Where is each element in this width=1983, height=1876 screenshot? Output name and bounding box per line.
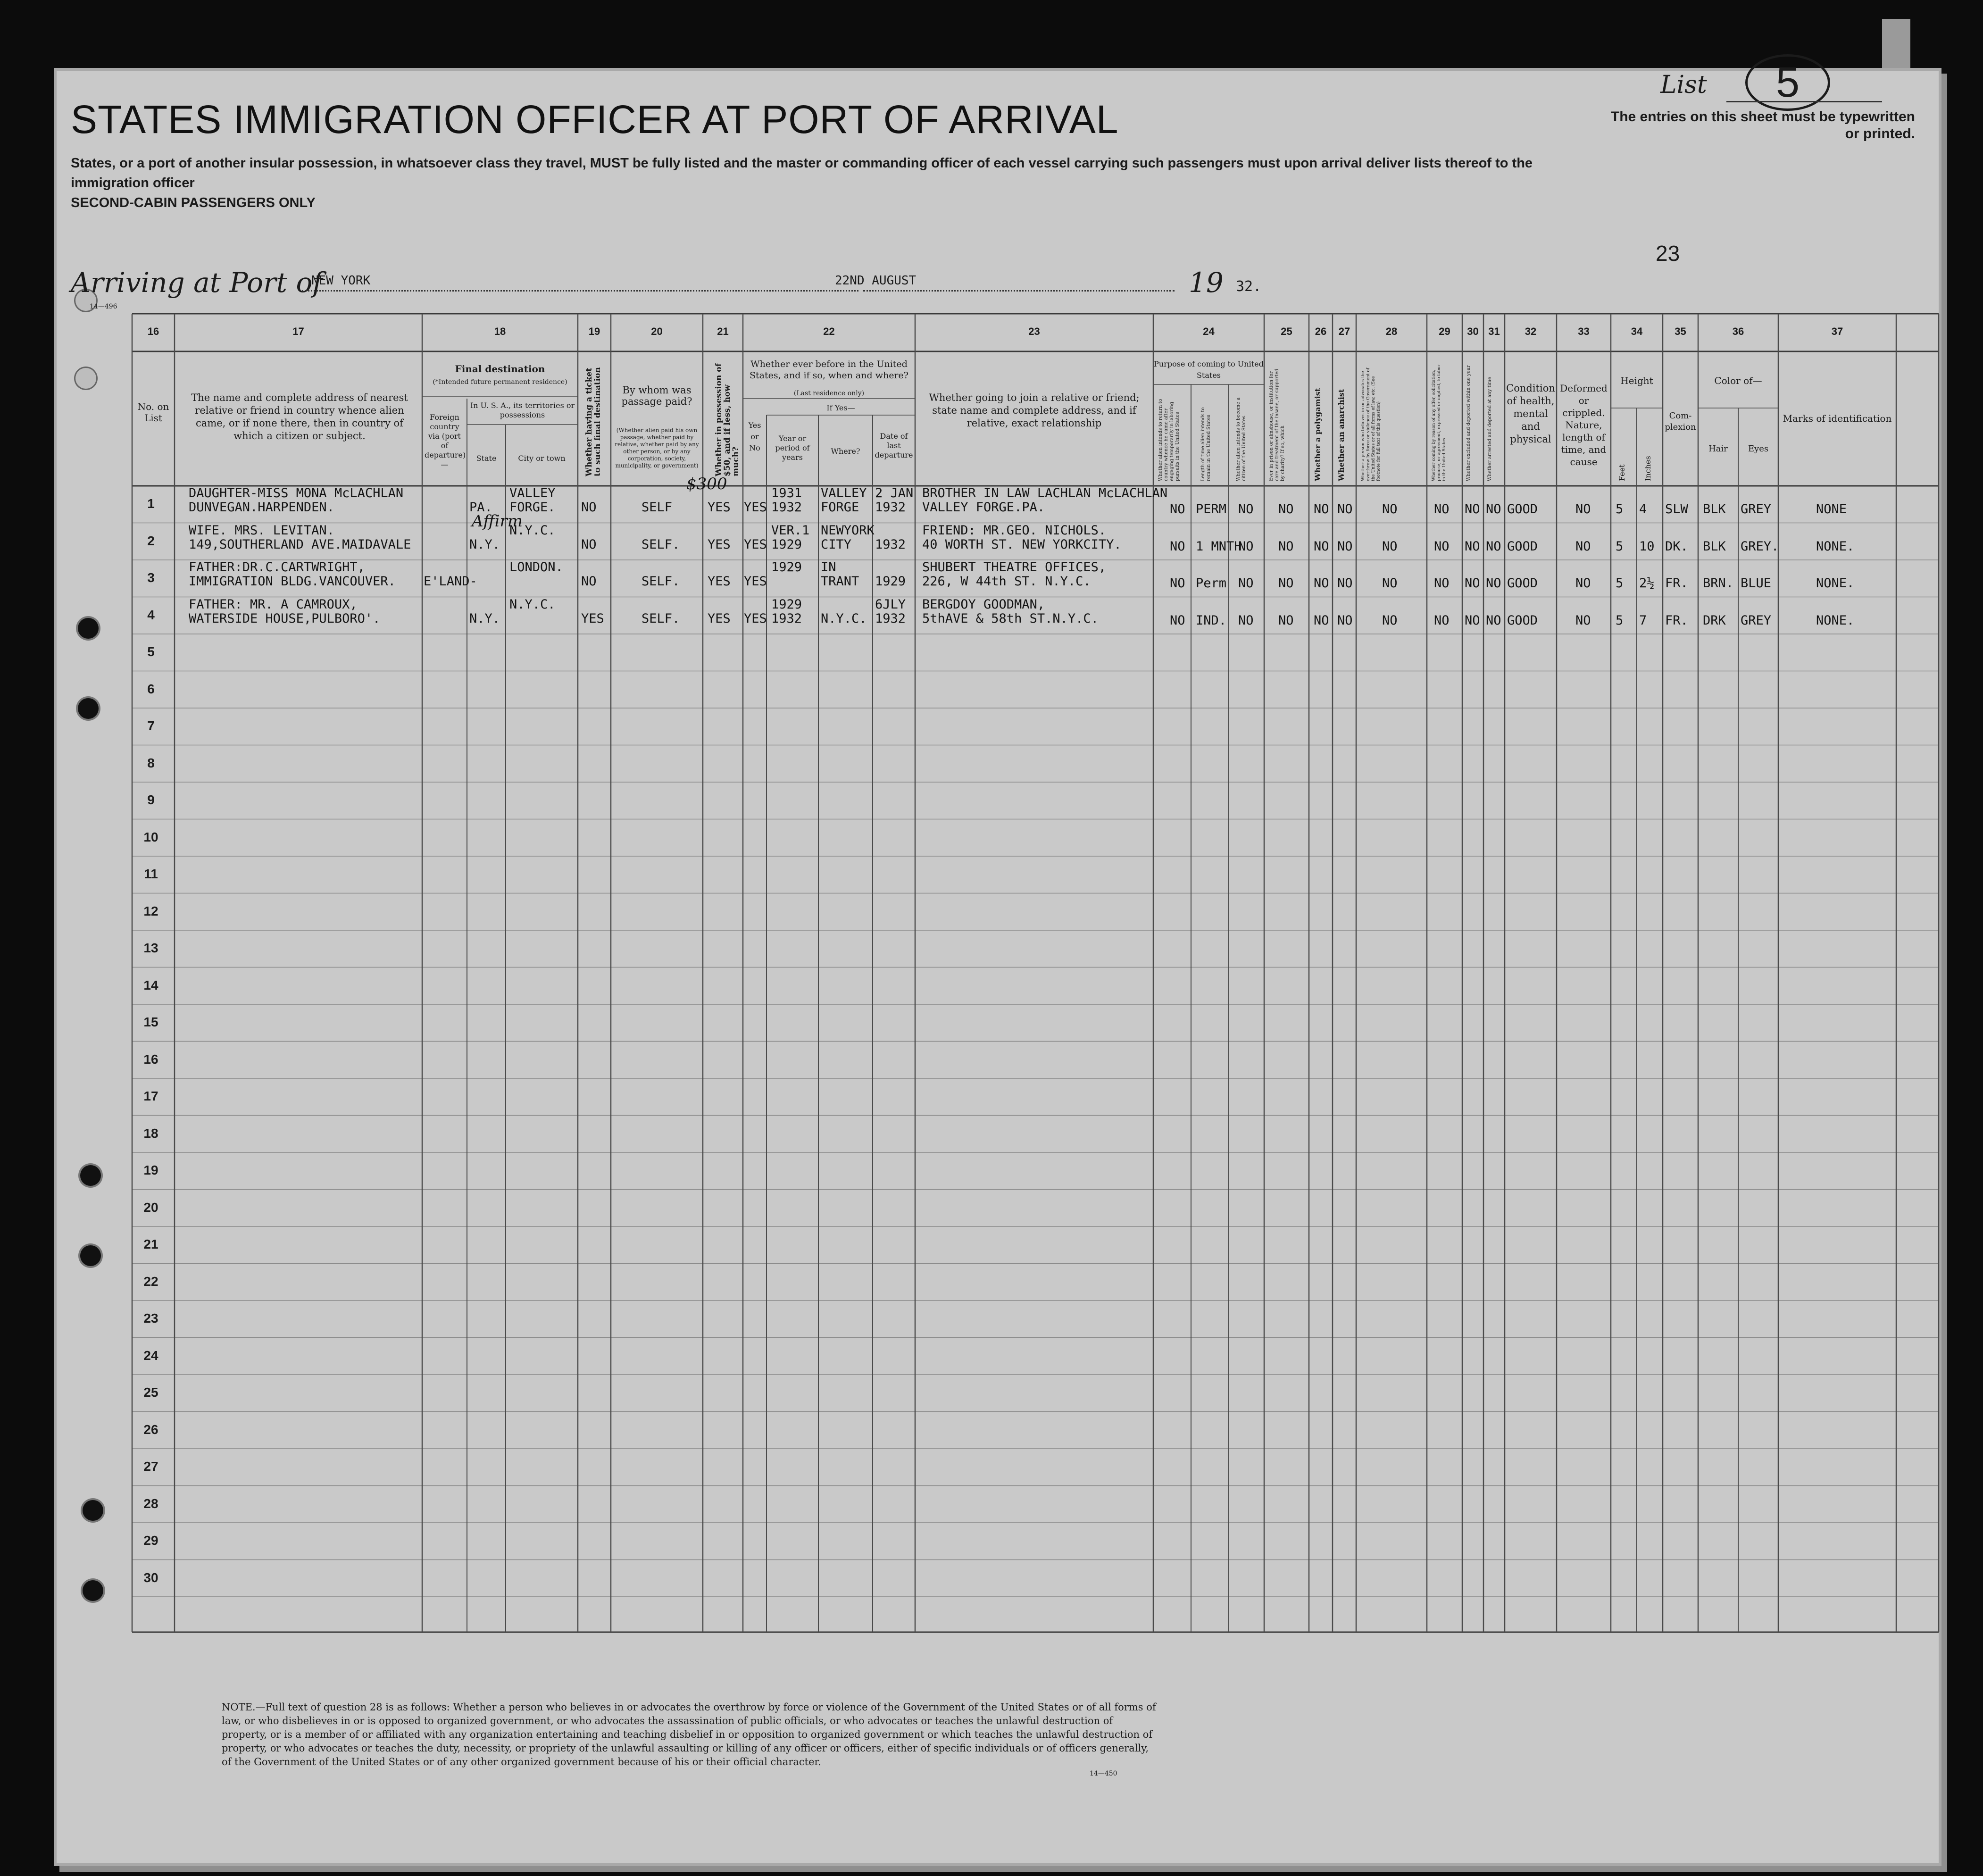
row-number: 30 (143, 1570, 158, 1585)
years-line-2: 1929 (771, 537, 802, 552)
col31-heading: Whether arrested and deported at any time (1487, 376, 1492, 481)
years-line-1: 1931 (771, 486, 802, 500)
arrested-value: NO (1486, 613, 1501, 628)
col18-foreign: Foreign country via (port of departure)— (425, 413, 466, 469)
relative-line-2: IMMIGRATION BLDG.VANCOUVER. (189, 574, 396, 589)
money-value: YES (708, 537, 731, 552)
excluded-value: NO (1465, 576, 1480, 591)
row-number: 29 (143, 1533, 158, 1548)
complexion-value: SLW (1665, 502, 1688, 517)
row-number: 9 (147, 792, 155, 807)
col-number: 22 (823, 325, 835, 337)
dest-state: PA. (469, 500, 492, 515)
entries-note: The entries on this sheet must be typewritten or printed. (1610, 109, 1915, 142)
col21-heading: Whether in possession of $50, and if less, how much? (714, 363, 741, 476)
col36-heading: Color of— (1714, 375, 1762, 386)
row-number: 27 (143, 1459, 158, 1474)
row-number: 4 (147, 607, 155, 622)
years-line-2: 1932 (771, 611, 802, 626)
col-number: 32 (1525, 325, 1537, 337)
departure-line-2: 1932 (875, 500, 906, 515)
col-number: 34 (1631, 325, 1643, 337)
col35-heading: Com-plexion (1665, 411, 1696, 432)
col-number: 19 (588, 325, 600, 337)
relative-line-1: FATHER: MR. A CAMROUX, (189, 597, 358, 612)
arrested-value: NO (1486, 539, 1501, 554)
offer-value: NO (1434, 613, 1450, 628)
row-number: 11 (144, 867, 158, 881)
row-number: 14 (143, 977, 158, 992)
col-number: 35 (1675, 325, 1686, 337)
where-line-1: IN (821, 560, 836, 575)
list-underline (1726, 101, 1882, 102)
prison-value: NO (1278, 539, 1294, 554)
before-value: YES (744, 537, 767, 552)
dest-city-line-1: LONDON. (509, 560, 563, 575)
row-number: 24 (143, 1348, 158, 1363)
subtitle-line: States, or a port of another insular possession, in whatsoever class they travel, MUST be fully listed and the master or commanding officer of each vessel carrying such passengers must upon arrival deliver lists thereof to the immigration officer (71, 156, 1533, 191)
port-dotted-line (302, 290, 858, 292)
offer-value: NO (1434, 576, 1450, 591)
years-line-1: 1929 (771, 597, 802, 612)
col-number: 27 (1338, 325, 1350, 337)
departure-line-1: 6JLY (875, 597, 906, 612)
anarchist-value: NO (1337, 576, 1353, 591)
year-value: 32. (1236, 278, 1262, 295)
citizen-value: NO (1238, 539, 1254, 554)
prison-value: NO (1278, 613, 1294, 628)
col29-heading: Whether coming by reason of any offer, solicitation, promise, or agreement, expressed or implied, to labor in the United States (1432, 364, 1447, 481)
col20-heading: By whom was passage paid? (621, 384, 692, 407)
arrested-value: NO (1486, 576, 1501, 591)
length-value: Perm (1196, 576, 1227, 591)
overthrow-value: NO (1382, 502, 1398, 517)
feet-value: 5 (1616, 502, 1624, 517)
col18-state: State (476, 454, 497, 463)
relative-line-2: 149,SOUTHERLAND AVE.MAIDAVALE (189, 537, 411, 552)
col-number: 18 (494, 325, 506, 337)
year-prefix: 19 (1189, 267, 1224, 299)
dest-state: N.Y. (469, 611, 500, 626)
col18-heading: Final destination (455, 363, 545, 375)
years-line-2: 1932 (771, 500, 802, 515)
binder-hole (75, 368, 96, 389)
feet-value: 5 (1616, 539, 1624, 554)
deformed-value: NO (1575, 576, 1591, 591)
col17-heading: The name and complete address of nearest relative or friend in country whence alien came, or if none there, then in country of which a citizen or subject. (191, 392, 408, 442)
inches-value: 4 (1639, 502, 1647, 517)
row-number: 28 (143, 1496, 158, 1511)
col18-city: City or town (518, 454, 566, 463)
col34-heading: Height (1620, 375, 1653, 386)
inches-value: 2½ (1639, 576, 1655, 591)
complexion-value: FR. (1665, 576, 1688, 591)
hair-value: BRN. (1703, 576, 1734, 591)
inches-value: 7 (1639, 613, 1647, 628)
col-number: 26 (1315, 325, 1327, 337)
col22-ifyes: If Yes— (826, 403, 855, 412)
prison-value: NO (1278, 576, 1294, 591)
date-dotted-line (863, 290, 1175, 292)
foreign-port: E'LAND- (424, 574, 477, 589)
binder-hole (78, 698, 99, 719)
row-number: 20 (143, 1200, 158, 1215)
col22-yesno: Yes or No (748, 421, 761, 452)
where-line-2: FORGE (821, 500, 859, 515)
col-number: 33 (1578, 325, 1590, 337)
anarchist-value: NO (1337, 613, 1353, 628)
feet-value: 5 (1616, 576, 1624, 591)
col-number: 24 (1203, 325, 1215, 337)
where-line-2: CITY (821, 537, 852, 552)
binder-hole (83, 1500, 103, 1521)
col27-heading: Whether an anarchist (1337, 389, 1346, 481)
binder-hole (80, 1165, 101, 1186)
prison-value: NO (1278, 502, 1294, 517)
col32-heading: Condition of health, mental and physical (1506, 383, 1555, 445)
dest-city-line-1: N.Y.C. (509, 597, 556, 612)
row-number: 22 (143, 1274, 158, 1289)
marks-value: NONE. (1816, 576, 1855, 591)
return-value: NO (1170, 613, 1185, 628)
excluded-value: NO (1465, 539, 1480, 554)
col26-heading: Whether a polygamist (1313, 388, 1322, 481)
join-line-1: FRIEND: MR.GEO. NICHOLS. (922, 523, 1107, 538)
length-value: IND. (1196, 613, 1227, 628)
return-value: NO (1170, 502, 1185, 517)
eyes-value: GREY (1741, 613, 1772, 628)
eyes-value: BLUE (1741, 576, 1772, 591)
binder-hole (80, 1245, 101, 1266)
col22-departure: Date of last departure (875, 432, 913, 459)
row-number: 16 (143, 1051, 158, 1067)
money-value: YES (708, 500, 731, 515)
col25-heading: Ever in prison or almshouse, or institution for care and treatment of the insane, or supported by charity? If so, which (1269, 368, 1285, 481)
overthrow-value: NO (1382, 613, 1398, 628)
deformed-value: NO (1575, 539, 1591, 554)
row-number: 25 (143, 1385, 158, 1400)
dest-city-line-1: VALLEY (509, 486, 556, 500)
ticket-value: YES (581, 611, 604, 626)
col34-inches: Inches (1643, 456, 1652, 481)
health-value: GOOD (1507, 576, 1538, 591)
deformed-value: NO (1575, 613, 1591, 628)
col34-feet: Feet (1617, 464, 1626, 481)
ticket-value: NO (581, 500, 597, 515)
offer-value: NO (1434, 539, 1450, 554)
before-value: YES (744, 500, 767, 515)
col33-heading: Deformed or crippled. Nature, length of time, and cause (1560, 383, 1608, 467)
col-number: 31 (1488, 325, 1500, 337)
row-number: 26 (143, 1422, 158, 1437)
polygamist-value: NO (1314, 576, 1329, 591)
ticket-value: NO (581, 574, 597, 589)
col23-heading: Whether going to join a relative or friend; state name and complete address, and if relative, exact relationship (929, 392, 1140, 429)
deformed-value: NO (1575, 502, 1591, 517)
health-value: GOOD (1507, 502, 1538, 517)
departure-line-2: 1932 (875, 537, 906, 552)
col16-heading: No. on List (137, 401, 169, 424)
col22-heading: Whether ever before in the United States, and if so, when and where? (750, 359, 908, 381)
row-number: 17 (143, 1089, 158, 1103)
health-value: GOOD (1507, 613, 1538, 628)
years-line-1: VER.1 (771, 523, 810, 538)
join-line-2: VALLEY FORGE.PA. (922, 500, 1045, 515)
col18-subheading: (*Intended future permanent residence) (433, 378, 567, 386)
join-line-2: 226, W 44th ST. N.Y.C. (922, 574, 1091, 589)
inches-value: 10 (1639, 539, 1655, 554)
list-label: List (1660, 71, 1707, 99)
manifest-sheet (57, 71, 1939, 1863)
ticket-value: NO (581, 537, 597, 552)
polygamist-value: NO (1314, 502, 1329, 517)
col36-eyes: Eyes (1748, 444, 1769, 454)
join-line-1: SHUBERT THEATRE OFFICES, (922, 560, 1107, 575)
col24-citizen: Whether alien intends to become a citizen of the United States (1236, 397, 1247, 481)
row-number: 19 (143, 1163, 158, 1177)
join-line-2: 5thAVE & 58th ST.N.Y.C. (922, 611, 1099, 626)
row-number: 3 (147, 570, 155, 585)
col19-heading: Whether having a ticket to such final destination (584, 367, 602, 476)
binder-hole (83, 1580, 103, 1601)
relative-line-2: WATERSIDE HOUSE,PULBORO'. (189, 611, 381, 626)
col-number: 20 (651, 325, 663, 337)
col37-heading: Marks of identification (1783, 413, 1892, 424)
col-number: 16 (147, 325, 159, 337)
col24-heading: Purpose of coming to United States (1154, 359, 1264, 380)
col24-return: Whether alien intends to return to country whence he came after engaging temporarily in laboring pursuits in the United States (1158, 399, 1180, 481)
form-code: 14—496 (90, 303, 117, 310)
col28-heading: Whether a person who believes in or advocates the overthrow by force or violence of the Government of the United States or of all forms of law, etc. (See footnote for full text of this question) (1361, 367, 1381, 481)
col-number: 30 (1467, 325, 1479, 337)
anarchist-value: NO (1337, 502, 1353, 517)
years-line-1: 1929 (771, 560, 802, 575)
health-value: GOOD (1507, 539, 1538, 554)
footer-form-code: 14—450 (1090, 1770, 1117, 1777)
row-number: 8 (147, 755, 155, 770)
polygamist-value: NO (1314, 613, 1329, 628)
departure-line-1: 2 JAN (875, 486, 914, 500)
col24-length: Length of time alien intends to remain in the United States (1200, 407, 1211, 481)
relative-line-2: DUNVEGAN.HARPENDEN. (189, 500, 334, 515)
where-line-1: NEWYORK (821, 523, 875, 538)
where-line-1: VALLEY (821, 486, 867, 500)
col-number: 25 (1281, 325, 1292, 337)
col-number: 37 (1831, 325, 1843, 337)
list-number: 5 (1745, 54, 1830, 111)
citizen-value: NO (1238, 576, 1254, 591)
paid-by-value: SELF. (642, 574, 680, 589)
excluded-value: NO (1465, 613, 1480, 628)
col-number: 28 (1385, 325, 1398, 337)
col18-usa: In U. S. A., its territories or possessions (470, 401, 575, 419)
row-number: 12 (143, 903, 158, 918)
where-line-2: TRANT (821, 574, 859, 589)
hair-value: DRK (1703, 613, 1726, 628)
departure-line-2: 1929 (875, 574, 906, 589)
col-number: 21 (717, 325, 729, 337)
departure-line-2: 1932 (875, 611, 906, 626)
row-number: 13 (143, 941, 158, 955)
date-value: 22ND AUGUST (835, 274, 917, 288)
relative-line-1: DAUGHTER-MISS MONA McLACHLAN (189, 486, 404, 500)
col36-hair: Hair (1708, 444, 1728, 454)
row-number: 7 (147, 718, 155, 733)
row-number: 1 (147, 496, 155, 511)
length-value: 1 MNTH (1196, 539, 1242, 554)
paid-by-value: SELF (642, 500, 673, 515)
col22-years: Year or period of years (775, 434, 810, 462)
excluded-value: NO (1465, 502, 1480, 517)
marks-value: NONE. (1816, 613, 1855, 628)
col22-where: Where? (831, 447, 860, 456)
feet-value: 5 (1616, 613, 1624, 628)
arriving-label: Arriving at Port of (71, 267, 323, 299)
citizen-value: NO (1238, 502, 1254, 517)
binder-hole (78, 618, 99, 639)
join-line-1: BROTHER IN LAW LACHLAN McLACHLAN (922, 486, 1168, 500)
dest-city-line-2: FORGE. (509, 500, 556, 515)
relative-line-1: FATHER:DR.C.CARTWRIGHT, (189, 560, 365, 575)
col-number: 23 (1028, 325, 1040, 337)
row-number: 10 (143, 829, 158, 844)
hair-value: BLK (1703, 539, 1726, 554)
cabin-class: SECOND-CABIN PASSENGERS ONLY (71, 195, 316, 210)
relative-line-1: WIFE. MRS. LEVITAN. (189, 523, 334, 538)
eyes-value: GREY. (1741, 539, 1779, 554)
money-value: YES (708, 611, 731, 626)
col-number: 17 (292, 325, 304, 337)
row-number: 6 (147, 681, 155, 696)
manifest-title: STATES IMMIGRATION OFFICER AT PORT OF ARRIVAL (71, 97, 1119, 142)
marks-value: NONE. (1816, 539, 1855, 554)
anarchist-value: NO (1337, 539, 1353, 554)
return-value: NO (1170, 576, 1185, 591)
port-value: NEW YORK (311, 274, 371, 288)
offer-value: NO (1434, 502, 1450, 517)
eyes-value: GREY (1741, 502, 1772, 517)
before-value: YES (744, 574, 767, 589)
row-number: 23 (143, 1311, 158, 1326)
col22-subheading: (Last residence only) (793, 390, 865, 397)
row-number: 18 (143, 1126, 158, 1141)
arrested-value: NO (1486, 502, 1501, 517)
manifest-subtitle (71, 153, 1604, 213)
col-number: 36 (1732, 325, 1744, 337)
money-value: YES (708, 574, 731, 589)
col-number: 29 (1439, 325, 1450, 337)
col30-heading: Whether excluded and deported within one year (1466, 365, 1471, 481)
join-line-1: BERGDOY GOODMAN, (922, 597, 1045, 612)
row-number: 15 (143, 1015, 158, 1029)
marks-value: NONE (1816, 502, 1847, 517)
paid-by-value: SELF. (642, 537, 680, 552)
col20-subheading: (Whether alien paid his own passage, whether paid by relative, whether paid by any other person, or by any corporation, society, municipality, or government) (615, 427, 699, 469)
row-number: 2 (147, 533, 155, 548)
citizen-value: NO (1238, 613, 1254, 628)
row-number: 21 (143, 1237, 158, 1251)
overthrow-value: NO (1382, 539, 1398, 554)
paid-by-value: SELF. (642, 611, 680, 626)
join-line-2: 40 WORTH ST. NEW YORKCITY. (922, 537, 1122, 552)
dest-city-line-1: N.Y.C. (509, 523, 556, 538)
return-value: NO (1170, 539, 1185, 554)
overthrow-value: NO (1382, 576, 1398, 591)
length-value: PERM (1196, 502, 1227, 517)
complexion-value: DK. (1665, 539, 1688, 554)
where-line-2: N.Y.C. (821, 611, 867, 626)
dest-state: N.Y. (469, 537, 500, 552)
before-value: YES (744, 611, 767, 626)
hair-value: BLK (1703, 502, 1726, 517)
row-number: 5 (147, 644, 155, 659)
handwritten-annotation: Affirm (472, 511, 523, 531)
handwritten-annotation: $300 (686, 475, 727, 493)
sheet-number: 23 (1656, 241, 1680, 266)
footnote: NOTE.—Full text of question 28 is as follows: Whether a person who believes in or advocates the overthrow by force or violence of the Government of the United States or of all forms of law, or who disbelieves in or is opposed to organized government, or who advocates the assassination of public officials, or who advocates or teaches the unlawful destruction of property, or is a member of or affiliated with any organization entertaining and teaching disbelief in or opposition to organized government or which teaches the unlawful destruction of property, or who advocates or teaches the duty, necessity, or propriety of the unlawful assaulting or killing of any officer or officers, either of specific individuals or of officers generally, of the Government of the United States or of any other organized government because of his or their official character. (222, 1701, 1156, 1768)
polygamist-value: NO (1314, 539, 1329, 554)
complexion-value: FR. (1665, 613, 1688, 628)
